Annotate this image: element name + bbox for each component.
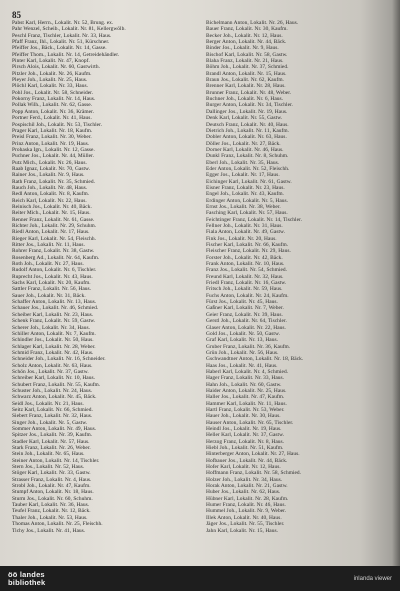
directory-entry: Eder Anton, Lokalit. Nr. 52, Fleischh. <box>206 165 290 172</box>
directory-entry: Hinterberger Anton, Lokalit. Nr. 27, Haus. <box>206 451 300 458</box>
directory-entry: Haller Jos., Lokalit. Nr. 47, Kaufm. <box>206 394 285 401</box>
directory-entry: Fellner Joh., Lokalit. Nr. 31, Haus. <box>206 223 283 229</box>
directory-entry: Fink Jos., Lokalit. Nr. 20, Haus. <box>206 235 277 242</box>
directory-entry: Roth Joh., Lokalit. Nr. 27, Haus. <box>12 261 84 268</box>
directory-entry: Pahr Wenzel, Scheib., Lokalit. Nr. 81, Kellergwölb. <box>12 26 126 33</box>
directory-entry: Peschl Franz, Tischler, Lokalit. Nr. 33, Haus. <box>12 32 112 39</box>
directory-entry: Tauber Karl, Lokalit. Nr. 36, Haus. <box>12 502 90 509</box>
directory-entry: Schenk Franz, Lokalit. Nr. 59, Gastw. <box>12 318 96 325</box>
directory-entry: Stark Franz, Lokalit. Nr. 26, Weber. <box>12 445 91 452</box>
directory-entry: Frank Anton, Lokalit. Nr. 10, Haus. <box>206 261 285 268</box>
page-binding-shadow <box>392 0 400 566</box>
directory-entry: Dietrich Joh., Lokalit. Nr. 11, Kaufm. <box>206 127 289 134</box>
directory-entry: Puchner Jos., Lokalit. Nr. 44, Müller. <box>12 153 95 160</box>
directory-entry: Rosenberg Ad., Lokalit. Nr. 64, Kaufm. <box>12 254 100 261</box>
directory-entry: Horak Anton, Lokalit. Nr. 21, Gastw. <box>206 483 288 490</box>
directory-entry: Schuster Joh., Lokalit. Nr. 24, Haus. <box>12 387 93 394</box>
directory-entry: Stöger Karl, Lokalit. Nr. 33, Gastw. <box>12 470 91 477</box>
directory-entry: Renner Franz, Lokalit. Nr. 61, Gasse. <box>12 216 95 223</box>
directory-entry: Plöchl Karl, Lokalit. Nr. 33, Haus. <box>12 83 89 90</box>
directory-entry: Franz Jos., Lokalit. Nr. 54, Schmied. <box>206 267 288 274</box>
directory-entry: Reinisch Jos., Lokalit. Nr. 40, Bäck. <box>12 203 92 210</box>
directory-entry: Preisl Franz, Lokalit. Nr. 30, Weber. <box>12 134 92 141</box>
directory-entry: Stumpf Anton, Lokalit. Nr. 18, Haus. <box>12 489 94 496</box>
directory-entry: Sachs Karl, Lokalit. Nr. 20, Kaufm. <box>12 280 91 287</box>
directory-entry: Reich Karl, Lokalit. Nr. 22, Haus. <box>12 197 87 204</box>
library-logo[interactable] <box>8 571 45 587</box>
directory-entry: Strobl Joh., Lokalit. Nr. 47, Kaufm. <box>12 483 91 490</box>
directory-entry: Bauer Franz, Lokalit. Nr. 30, Kaufm. <box>206 26 288 33</box>
directory-entry: Stern Jos., Lokalit. Nr. 52, Haus. <box>12 464 85 471</box>
directory-entry: Putz Mich., Lokalit. Nr. 26, Haus. <box>12 159 87 166</box>
directory-entry: Eberl Joh., Lokalit. Nr. 35, Haus. <box>206 159 280 166</box>
directory-entry: Schindler Jos., Lokalit. Nr. 50, Haus. <box>12 337 94 344</box>
directory-entry: Freund Karl, Lokalit. Nr. 32, Haus. <box>206 273 284 280</box>
directory-entry: Fiala Anton, Lokalit. Nr. 49, Gastw. <box>206 229 286 236</box>
directory-entry: Binder Jos., Lokalit. Nr. 9, Haus. <box>206 45 279 52</box>
directory-entry: Sauer Joh., Lokalit. Nr. 31, Bäck. <box>12 292 86 299</box>
directory-entry: Bichelmann Anton, Lokalit. Nr. 26, Haus. <box>206 20 299 26</box>
directory-entry: Pleyer Joh., Lokalit. Nr. 25, Haus. <box>12 77 88 84</box>
directory-entry: Engel Joh., Lokalit. Nr. 43, Kaufm. <box>206 191 284 198</box>
directory-entry: Pitzler Joh., Lokalit. Nr. 26, Kaufm. <box>12 70 92 77</box>
directory-entry: Dobler Anton, Lokalit. Nr. 63, Haus. <box>206 134 287 141</box>
directory-entry: Huber Jos., Lokalit. Nr. 62, Haus. <box>206 489 281 496</box>
directory-entry: Haberl Karl, Lokalit. Nr. 4, Schmied. <box>206 368 289 375</box>
directory-entry: Pfeiffer Thom., Lokalit. Nr. 14, Getreidehändler. <box>12 51 120 58</box>
directory-entry: Popp Anton, Lokalit. Nr. 36, Krämer. <box>12 108 95 115</box>
directory-entry: Blaha Franz, Lokalit. Nr. 21, Haus. <box>206 58 284 65</box>
directory-entry: Schlager Karl, Lokalit. Nr. 28, Weber. <box>12 343 96 350</box>
directory-entry: Ruprecht Jos., Lokalit. Nr. 43, Haus. <box>12 273 93 280</box>
directory-entry: Fuchs Anton, Lokalit. Nr. 24, Kaufm. <box>206 292 289 299</box>
directory-entry: Hofer Karl, Lokalit. Nr. 12, Haus. <box>206 464 281 471</box>
directory-entry: Jahn Karl, Lokalit. Nr. 15, Haus. <box>206 527 279 534</box>
directory-entry: Geier Franz, Lokalit. Nr. 39, Haus. <box>206 311 283 318</box>
directory-entry: Scherer Joh., Lokalit. Nr. 34, Haus. <box>12 324 91 331</box>
directory-entry: Fritsch Joh., Lokalit. Nr. 59, Haus. <box>206 286 283 293</box>
directory-entry: Berger Anton, Lokalit. Nr. 44, Bäck. <box>206 39 287 46</box>
directory-entry: Pirsch Alois, Lokalit. Nr. 60, Gastwirth. <box>12 64 100 71</box>
directory-entry: Gaßner Karl, Lokalit. Nr. 7, Weber. <box>206 305 284 312</box>
directory-entry: Schaffer Anton, Lokalit. Nr. 13, Haus. <box>12 299 97 306</box>
directory-entry: Heindl Jos., Lokalit. Nr. 19, Haus. <box>206 426 282 432</box>
directory-entry: Schwarz Anton, Lokalit. Nr. 45, Bäck. <box>12 394 97 401</box>
directory-entry: Grün Joh., Lokalit. Nr. 56, Haus. <box>206 349 279 356</box>
directory-entry: Pabst Karl, Herrn., Lokalit. Nr. 52, Brung. ex. <box>12 20 114 26</box>
directory-entry: Friedl Franz, Lokalit. Nr. 16, Gastw. <box>206 280 287 287</box>
directory-entry: Schön Jos., Lokalit. Nr. 37, Gastw. <box>12 368 89 375</box>
directory-entry: Haas Jos., Lokalit. Nr. 41, Haus. <box>206 362 278 369</box>
directory-entry: Hoffmann Franz, Lokalit. Nr. 58, Schmied. <box>206 470 302 477</box>
directory-entry: Graf Karl, Lokalit. Nr. 13, Haus. <box>206 337 279 344</box>
directory-entry: Prohaska Ign., Lokalit. Nr. 12, Gasse. <box>12 146 95 153</box>
directory-entry: Brandl Anton, Lokalit. Nr. 15, Haus. <box>206 70 287 77</box>
directory-entry: Pfeiffer Jos., Bäck., Lokalit. Nr. 14, Gasse. <box>12 45 107 52</box>
directory-entry: Rieger Karl, Lokalit. Nr. 54, Fleischh. <box>12 235 96 242</box>
directory-entry: Feichtinger Franz, Lokalit. Nr. 14, Tischler. <box>206 216 302 223</box>
directory-entry: Burger Anton, Lokalit. Nr. 34, Tischler. <box>206 102 293 109</box>
directory-entry: Hiebl Joh., Lokalit. Nr. 51, Kaufm. <box>206 445 284 452</box>
page-number: 85 <box>12 10 21 20</box>
directory-entry: Scholz Anton, Lokalit. Nr. 63, Haus. <box>12 362 93 369</box>
directory-entry: Forster Joh., Lokalit. Nr. 42, Bäck. <box>206 254 283 261</box>
directory-entry: Buchner Joh., Lokalit. Nr. 6, Haus. <box>206 96 284 103</box>
directory-entry: Denk Karl, Lokalit. Nr. 55, Gastw. <box>206 115 283 122</box>
directory-entry: Gerstl Joh., Lokalit. Nr. 64, Tischler. <box>206 318 287 325</box>
directory-entry: Brunner Franz, Lokalit. Nr. 48, Weber. <box>206 89 292 96</box>
directory-entry: Brenner Karl, Lokalit. Nr. 28, Haus. <box>206 83 286 90</box>
directory-entry: Hahn Joh., Lokalit. Nr. 60, Gastw. <box>206 381 282 388</box>
directory-entry: Sattler Franz, Lokalit. Nr. 56, Haus. <box>12 286 92 293</box>
directory-entry: Pinter Karl, Lokalit. Nr. 47, Knopf. <box>12 58 90 65</box>
right-column <box>206 20 390 534</box>
directory-entry: Prinz Anton, Lokalit. Nr. 19, Haus. <box>12 140 90 147</box>
directory-entry: Dallinger Jos., Lokalit. Nr. 19, Haus. <box>206 108 288 115</box>
directory-entry: Pfaff Franz, Ihl., Lokalit. Nr. 51, Kürschner. <box>12 39 110 46</box>
viewer-label: inlanda viewer <box>353 575 392 582</box>
directory-entry: Seidl Jos., Lokalit. Nr. 21, Haus. <box>12 400 84 407</box>
directory-entry: Thaler Joh., Lokalit. Nr. 53, Haus. <box>12 514 88 521</box>
directory-entry: Portner Ferd., Lokalit. Nr. 41, Haus. <box>12 115 92 122</box>
directory-entry: Egger Jos., Lokalit. Nr. 17, Haus. <box>206 172 280 179</box>
directory-entry: Redl Anton, Lokalit. Nr. 8, Kaufm. <box>12 191 90 198</box>
directory-entry: Pokorny Franz, Lokalit. Nr. 14, Haus. <box>12 96 96 103</box>
directory-entry: Singer Joh., Lokalit. Nr. 5, Gastw. <box>12 419 88 426</box>
directory-entry: Böhm Joh., Lokalit. Nr. 37, Schmied. <box>206 64 289 71</box>
directory-entry: Hartl Franz, Lokalit. Nr. 53, Weber. <box>206 406 285 413</box>
directory-entry: Glaser Anton, Lokalit. Nr. 22, Haus. <box>206 324 286 331</box>
directory-entry: Hager Franz, Lokalit. Nr. 33, Haus. <box>206 375 285 382</box>
directory-entry: Bischof Karl, Lokalit. Nr. 58, Gastw. <box>206 51 288 58</box>
directory-entry: Fleischer Franz, Lokalit. Nr. 29, Haus. <box>206 248 291 255</box>
directory-entry: Stadler Karl, Lokalit. Nr. 57, Haus. <box>12 438 90 445</box>
logo-line-2: bibliothek <box>8 577 46 587</box>
directory-entry: Sommer Anton, Lokalit. Nr. 49, Haus. <box>12 426 97 432</box>
directory-entry: Haider Anton, Lokalit. Nr. 25, Haus. <box>206 387 287 394</box>
directory-entry: Schreiber Karl, Lokalit. Nr. 10, Haus. <box>12 375 96 382</box>
directory-entry: Pospischil Joh., Lokalit. Nr. 53, Tischler. <box>12 121 103 128</box>
directory-entry: Erdinger Anton, Lokalit. Nr. 5, Haus. <box>206 197 289 204</box>
directory-entry: Ritter Jos., Lokalit. Nr. 11, Haus. <box>12 242 85 249</box>
directory-entry: Schmid Franz, Lokalit. Nr. 42, Haus. <box>12 349 94 356</box>
directory-entry: Pohl Jos., Lokalit. Nr. 58, Schneider. <box>12 89 94 96</box>
directory-entry: Döller Jos., Lokalit. Nr. 27, Bäck. <box>206 140 281 147</box>
directory-entry: Schubert Franz, Lokalit. Nr. 55, Kaufm. <box>12 381 101 388</box>
directory-entry: Fasching Karl, Lokalit. Nr. 57, Haus. <box>206 210 288 217</box>
directory-entry: Sturm Jos., Lokalit. Nr. 60, Schuhm. <box>12 495 93 502</box>
directory-entry: Herzog Franz, Lokalit. Nr. 8, Haus. <box>206 438 285 445</box>
directory-entry: Prager Karl, Lokalit. Nr. 18, Kaufm. <box>12 127 93 134</box>
directory-entry: Rauch Joh., Lokalit. Nr. 48, Haus. <box>12 184 88 191</box>
directory-entry: Thomas Anton, Lokalit. Nr. 25, Fleischh. <box>12 521 103 528</box>
directory-entry: Rohrer Franz, Lokalit. Nr. 38, Gastw. <box>12 248 95 255</box>
directory-entry: Holzer Joh., Lokalit. Nr. 34, Haus. <box>206 476 283 483</box>
directory-entry: Seitz Karl, Lokalit. Nr. 66, Schmied. <box>12 406 93 413</box>
directory-entry: Schiller Anton, Lokalit. Nr. 7, Kaufm. <box>12 330 96 337</box>
directory-entry: Rainer Jos., Lokalit. Nr. 9, Haus. <box>12 172 85 179</box>
directory-entry: Hübner Karl, Lokalit. Nr. 28, Kaufm. <box>206 495 289 502</box>
directory-entry: Hauser Anton, Lokalit. Nr. 65, Tischler. <box>206 419 294 426</box>
directory-entry: Hammer Karl, Lokalit. Nr. 11, Haus. <box>206 400 287 407</box>
directory-entry: Stein Joh., Lokalit. Nr. 65, Haus. <box>12 451 85 458</box>
directory-entry: Pollak Wilh., Lokalit. Nr. 62, Gasse. <box>12 102 93 109</box>
directory-entry: Eisner Franz, Lokalit. Nr. 23, Haus. <box>206 184 285 191</box>
directory-entry: Gruber Franz, Lokalit. Nr. 36, Kaufm. <box>206 343 291 350</box>
logo-line-1: öö landes <box>8 569 45 579</box>
directory-entry: Eichinger Karl, Lokalit. Nr. 61, Gastw. <box>206 178 292 185</box>
directory-entry: Hummel Joh., Lokalit. Nr. 9, Weber. <box>206 508 287 515</box>
directory-entry: Ernst Jos., Lokalit. Nr. 38, Weber. <box>206 203 281 210</box>
directory-entry: Braun Jos., Lokalit. Nr. 62, Kaufm. <box>206 77 284 84</box>
directory-entry: Strasser Franz, Lokalit. Nr. 4, Haus. <box>12 476 92 483</box>
directory-entry: Richter Joh., Lokalit. Nr. 29, Schuhm. <box>12 223 97 229</box>
directory-entry: Teufel Franz, Lokalit. Nr. 12, Bäck. <box>12 508 91 515</box>
directory-entry: Gold Jos., Lokalit. Nr. 50, Gastw. <box>206 330 280 337</box>
directory-entry: Gschwandtner Anton, Lokalit. Nr. 18, Bäck. <box>206 356 304 363</box>
directory-entry: Dunkl Franz, Lokalit. Nr. 8, Schuhm. <box>206 153 289 160</box>
directory-entry: Steiner Anton, Lokalit. Nr. 14, Tischler. <box>12 457 100 464</box>
directory-entry: Siebert Franz, Lokalit. Nr. 32, Haus. <box>12 413 93 420</box>
directory-entry: Illek Anton, Lokalit. Nr. 40, Haus. <box>206 514 282 521</box>
directory-entry: Becker Joh., Lokalit. Nr. 12, Haus. <box>206 32 283 39</box>
directory-entry: Humer Franz, Lokalit. Nr. 46, Haus. <box>206 502 286 509</box>
directory-entry: Hofbauer Jos., Lokalit. Nr. 44, Bäck. <box>206 457 288 464</box>
directory-entry: Tichy Jos., Lokalit. Nr. 41, Haus. <box>12 527 86 534</box>
directory-entry: Rudolf Anton, Lokalit. Nr. 6, Tischler. <box>12 267 97 274</box>
directory-entry: Fürst Jos., Lokalit. Nr. 45, Haus. <box>206 299 278 306</box>
viewer-footer <box>0 566 400 591</box>
directory-entry: Schneider Joh., Lokalit. Nr. 16, Schneider. <box>12 356 106 363</box>
directory-entry: Deutsch Franz, Lokalit. Nr. 40, Haus. <box>206 121 289 128</box>
directory-entry: Dorner Karl, Lokalit. Nr. 46, Haus. <box>206 146 284 153</box>
directory-entry: Riedl Anton, Lokalit. Nr. 17, Haus. <box>12 229 90 236</box>
directory-entry: Hauer Joh., Lokalit. Nr. 30, Haus. <box>206 413 281 420</box>
left-column <box>12 20 200 534</box>
directory-entry: Jäger Jos., Lokalit. Nr. 55, Tischler. <box>206 521 285 528</box>
directory-entry: Scheiber Karl, Lokalit. Nr. 23, Haus. <box>12 311 94 318</box>
directory-entry: Fischer Karl, Lokalit. Nr. 66, Kaufm. <box>206 242 289 249</box>
directory-entry: Reiter Mich., Lokalit. Nr. 15, Haus. <box>12 210 91 217</box>
directory-entry: Raab Ignaz, Lokalit. Nr. 70, Gastw. <box>12 165 91 172</box>
directory-entry: Heller Karl, Lokalit. Nr. 37, Gastw. <box>206 432 285 439</box>
directory-entry: Schauer Jos., Lokalit. Nr. 46, Schmied. <box>12 305 99 312</box>
directory-entry: Rath Franz, Lokalit. Nr. 35, Schmied. <box>12 178 95 185</box>
directory-entry: Spitzer Jos., Lokalit. Nr. 39, Kaufm. <box>12 432 93 439</box>
